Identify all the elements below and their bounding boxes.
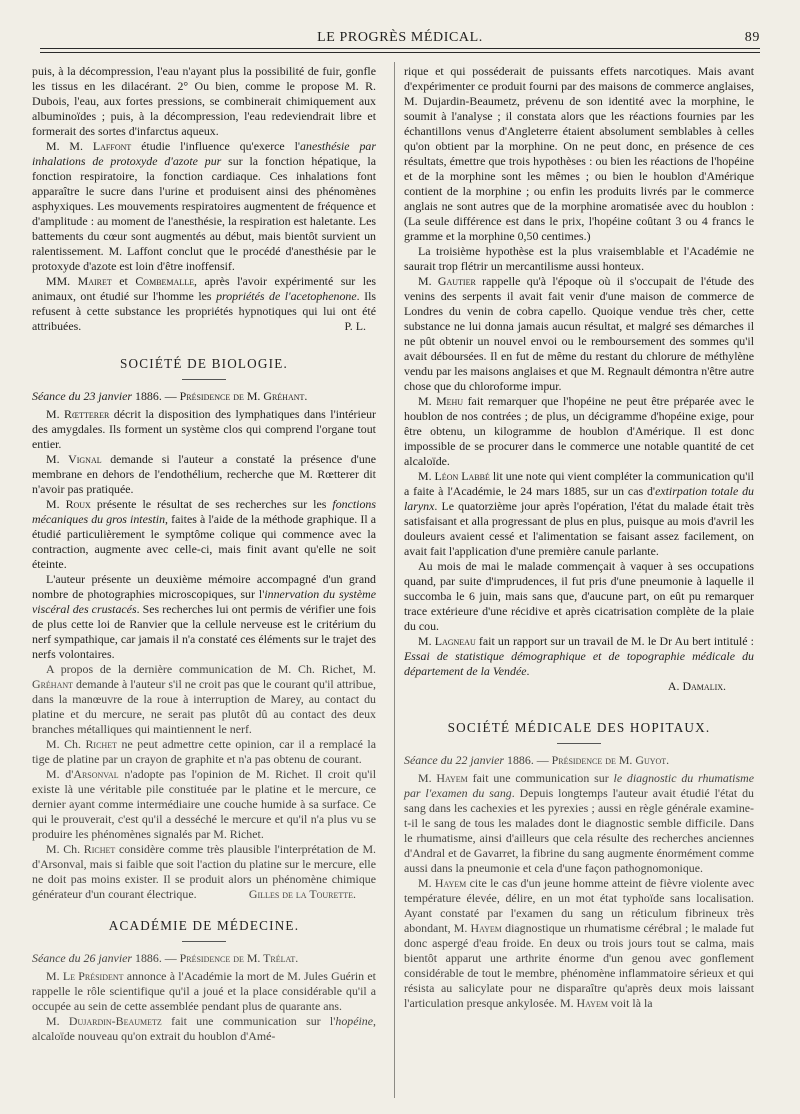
section-title-academie: ACADÉMIE DE MÉDECINE. [108, 918, 300, 933]
text: M. [46, 1014, 69, 1028]
text: étudie l'influence qu'exerce l' [131, 139, 301, 153]
text: , alcaloïde nouveau qu'on extrait du houblon d'Amé- [32, 1014, 376, 1043]
text: 1886. — [504, 753, 552, 767]
paragraph [404, 634, 754, 679]
paragraph [32, 274, 376, 334]
text: voit là la [607, 996, 653, 1010]
italic-phrase: propriétés de l'acetophenone [216, 289, 357, 303]
italic-phrase: hopéine [335, 1014, 374, 1028]
paragraph [32, 1014, 376, 1044]
paragraph [404, 876, 754, 1011]
author-name: Gréhant [32, 677, 74, 691]
text: fait un rapport sur un travail de M. le Dr Au bert intitulé : [475, 634, 754, 648]
seance-date: Séance du 23 janvier [32, 389, 133, 403]
presidence: Présidence de M. Gréhant. [179, 389, 308, 403]
text: M. Ch. [46, 737, 86, 751]
text: MM. [46, 274, 78, 288]
signature: A. Damalix. [667, 679, 726, 693]
header-rule-thick [40, 48, 760, 49]
signature: P. L. [344, 319, 366, 333]
text: 1886. — [132, 389, 180, 403]
text: M. [46, 497, 66, 511]
text: . [526, 664, 530, 678]
text: M. [418, 771, 437, 785]
italic-phrase: extirpation totale du larynx [404, 484, 754, 513]
text: cite le cas d'un jeune homme atteint de fièvre violente avec température élevée, délire, en un mot état typhoïde sans localisation. Ayant constaté par l'examen du sang un réticulum fibrineux très abondant, M. [404, 876, 754, 935]
paragraph [32, 139, 376, 274]
paragraph: Au mois de mai le malade commençait à vaquer à ses occupations quand, par suite d'imprudences, il fut pris d'une pneumonie à laquelle il succomba le 6 juin, mais sans que, d'aucune part, on eût pu remarquer trace extérieure d'une récidive et après cicatrisation complète de la plaie du cou. [404, 559, 754, 633]
text: considère comme très plausible l'interprétation de M. d'Arsonval, mais si faible que soit l'action du platine sur le mercure, elle ne doit pas moins exister. Il se produit alors un phénomène chimique générateur d'un courant électrique. [32, 842, 377, 901]
paragraph: puis, à la décompression, l'eau n'ayant plus la possibilité de fuir, gonfle les tissus en les dilacérant. 2° Ou bien, comme le propose M. R. Dubois, l'eau, aux fortes pressions, se combinerait chimiquement aux albuminoïdes ; puis, à la décompression, l'eau redeviendrait libre et formerait des sortes d'infarctus aqueux. [32, 64, 376, 138]
text: . Ses recherches lui ont permis de vérifier une fois de plus cette loi de Ranvier que la cellule nerveuse est le critérium du nerf sympathique, car jamais il n'a constaté ces éléments sur le trajet des nerfs volontaires. [32, 602, 376, 661]
text: présente le résultat de ses recherches sur les [90, 497, 333, 511]
text: M. M. [46, 139, 93, 153]
text: M. Ch. [46, 842, 84, 856]
author-name: Léon Labbé [434, 469, 490, 483]
paragraph [32, 662, 376, 737]
author-name: Mehu [436, 394, 464, 408]
text: M. [418, 469, 435, 483]
author-name: Vignal [68, 452, 102, 466]
italic-phrase: Essai de statistique démographique et de topographie médicale du département de la Vendée [404, 649, 754, 678]
author-name: Richet [85, 737, 117, 751]
right-column [404, 64, 754, 1011]
paragraph [32, 767, 376, 842]
section-rule [182, 941, 226, 942]
author-name: Hayem [470, 921, 502, 935]
paragraph [32, 842, 376, 902]
text: demande à l'auteur s'il ne croit pas que le courant qu'il attribue, dans la manœuvre de la roue à interruption de Marey, au contact du platine et du mercure, ne serait pas plutôt dû au contact des deux branches métalliques qui maintiennent le nerf. [32, 677, 376, 736]
presidence: Présidence de M. Trélat. [179, 951, 299, 965]
presidence: Présidence de M. Guyot. [551, 753, 670, 767]
text: fait une communication sur [467, 771, 614, 785]
text: 1886. — [132, 951, 180, 965]
text: M. d' [46, 767, 74, 781]
text: , faites à l'aide de la méthode graphique. Il a étudié particulièrement le symptôme colique qui commence avec la contraction, augmente avec celle-ci, mais finit avant qu'elle ne soit éteinte. [32, 512, 377, 571]
text: demande si l'auteur a constaté la présence d'une membrane en dehors de l'endothélium, recherche que M. Rœtterer dit n'avoir pas pratiquée. [32, 452, 376, 496]
left-column [32, 64, 376, 1044]
section-title-biologie: SOCIÉTÉ DE BIOLOGIE. [120, 356, 288, 371]
paragraph: rique et qui posséderait de puissants effets narcotiques. Mais avant d'expérimenter ce produit fourni par des maisons de commerce anglaises, M. Dujardin-Beaumetz, prévenu de son identité avec la morphine, le soumit à l'analyse ; il constata alors que les réactions fournies par les échantillons venus d'Angleterre étaient absolument semblables à celles qu'on obtient par la morphine. On ne peut donc, en présence de ces résultats, émettre que trois hypothèses : ou bien les réactions de l'hopéine et de la morphine sont les mêmes ; ou bien le houblon d'Amérique contient de la morphine ; ou enfin les produits livrés par le commerce anglais ne sont autres que de la morphine aromatisée avec du houblon : (La seule différence est dans le prix, l'hopéine coûtant 3 ou 4 francs le gramme et la morphine 0,50 centimes.) [404, 64, 754, 243]
author-name: Mairet [77, 274, 112, 288]
seance-line [32, 951, 376, 966]
author-name: Lagneau [434, 634, 476, 648]
paragraph [404, 469, 754, 559]
text: . Le quatorzième jour après l'opération, l'état du malade était très satisfaisant et alla progressant de plus en plus, puisque au mois d'avril les douleurs avaient cessé et l'alimentation se faisant assez facilement, on avait fait l'application d'une première canule parlante. [404, 499, 754, 558]
text: et [111, 274, 136, 288]
text: diagnostique un rhumatisme cérébral ; le malade fut donc aspergé d'eau froide. En deux ou trois jours tout se calma, mais bientôt apparut une arthrite énorme d'un genou avec gonflement considérable de tout le membre, phénomène inflammatoire sérieux et qui résista au salicylate pour ne disparaître qu'après deux mois laissant l'articulation presque ankylosée. M. [404, 921, 754, 1010]
author-name: Le Président [62, 969, 124, 983]
text: lit une note qui vient compléter la communication qu'il a faite à l'Académie, le 24 mars 1885, sur un cas d' [404, 469, 754, 498]
text: n'adopte pas l'opinion de M. Richet. Il croit qu'il existe là une véritable pile constituée par le platine et le mercure, ce dernier ayant comme intermédiaire une couche humide à sa surface. Ce qui le prouverait, c'est qu'il a desséché le mercure et qu'il n'a plus vu se produire les phénomènes signalés par M. Richet. [32, 767, 377, 841]
section-rule [557, 743, 601, 744]
text: décrit la disposition des lymphatiques dans l'intérieur des amygdales. Ils forment un système clos qui comprend l'organe tout entier. [32, 407, 376, 451]
section-rule [182, 379, 226, 380]
running-title: LE PROGRÈS MÉDICAL. [317, 30, 483, 45]
paragraph [32, 969, 376, 1014]
seance-date: Séance du 22 janvier [404, 753, 505, 767]
author-name: Rœtterer [64, 407, 110, 421]
text: M. [418, 876, 435, 890]
italic-phrase: anesthésie par inhalations de protoxyde d'azote pur [32, 139, 376, 168]
seance-date: Séance du 26 janvier [32, 951, 133, 965]
text: rappelle qu'à l'époque où il s'occupait de l'étude des venins des serpents il avait fait venir d'une maison de commerce de Londres du venin de cobra capello. Quoique vendue très cher, cette substance ne lui donna jamais aucun résultat, et malgré ses démarches il ne pût obtenir un nouvel envoi ou le remboursement des sommes qu'il avait déboursées. Il en fut de même du restant du chlorure de méthylène vendu par les maisons anglaises et que M. Regnault démontra n'être autre chose que du chloroforme impur. [404, 274, 754, 393]
author-name: Hayem [434, 876, 467, 890]
paragraph [32, 572, 376, 662]
text: M. [46, 407, 65, 421]
text: sur la fonction hépatique, la fonction respiratoire, la fonction cardiaque. Ces inhalations font apparaître le sucre dans l'urine et produisent ainsi des phénomènes asphyxiques. Les mouvements respiratoires augmentent de fréquence et d'amplitude : au moment de l'anesthésie, la respiration est haletante. Les battements du cœur sont augmentés au début, mais bientôt survient un ralentissement. M. Laffont conclut que le procédé d'anesthésie par le protoxyde d'azote est loin d'être inoffensif. [32, 154, 376, 273]
signature: Gilles de la Tourette. [248, 887, 356, 901]
author-name: Hayem [436, 771, 468, 785]
text: A propos de la dernière communication de M. Ch. Richet, M. [46, 662, 376, 676]
running-head [40, 30, 760, 46]
author-name: Laffont [92, 139, 132, 153]
text: , après l'avoir expérimenté sur les animaux, ont étudié sur l'homme les [32, 274, 376, 303]
seance-line [32, 389, 376, 404]
text: annonce à l'Académie la mort de M. Jules Guérin et rappelle le rôle scientifique qu'il a joué et la place considérable qu'il a occupée au sein de cette assemblée pendant plus de quarante ans. [32, 969, 376, 1013]
text: . Ils refusent à cette substance les propriétés hypnotiques qui lui ont été attribuées. [32, 289, 376, 333]
text: M. [418, 394, 437, 408]
text: fait remarquer que l'hopéine ne peut être préparée avec le houblon de nos contrées ; de plus, un décigramme d'hopéine exige, pour être obtenu, un kilogramme de houblon d'Amérique. Il est donc impossible de se procurer dans le commerce une notable quantité de cet alcaloïde. [404, 394, 754, 468]
author-name: Roux [65, 497, 91, 511]
italic-phrase: fonctions mécaniques du gros intestin [32, 497, 376, 526]
text: M. [418, 274, 438, 288]
text: L'auteur présente un deuxième mémoire accompagné d'un grand nombre de photographies microscopiques, sur l' [32, 572, 376, 601]
italic-phrase: innervation du système viscéral des crustacés [32, 587, 376, 616]
text: M. [46, 969, 63, 983]
text: ne peut admettre cette opinion, car il a remplacé la tige de platine par un crayon de graphite et n'a pas obtenu de courant. [32, 737, 376, 766]
text: fait une communication sur l' [161, 1014, 336, 1028]
paragraph [32, 452, 376, 497]
author-name: Dujardin-Beaumetz [68, 1014, 162, 1028]
paragraph [32, 407, 376, 452]
paragraph [404, 771, 754, 876]
section-title-hopitaux: SOCIÉTÉ MÉDICALE DES HOPITAUX. [447, 720, 711, 735]
text: M. [418, 634, 435, 648]
author-name: Combemalle [135, 274, 194, 288]
paragraph [32, 737, 376, 767]
column-divider [394, 62, 395, 1098]
paragraph: La troisième hypothèse est la plus vraisemblable et l'Académie ne saurait trop flétrir un mercantilisme aussi honteux. [404, 244, 754, 273]
paragraph [404, 274, 754, 394]
paragraph [32, 497, 376, 572]
paragraph [404, 394, 754, 469]
seance-line [404, 753, 754, 768]
text: M. [46, 452, 69, 466]
author-name: Arsonval [73, 767, 119, 781]
text: . Depuis longtemps l'auteur avait étudié l'état du sang dans les cachexies et les pyrexies ; aussi en règle générale examine-t-il le sang de tous les malades dont le diagnostic semble difficile. Dans le rhumatisme, ainsi d'ailleurs que cela résulte des recherches anciennes d'Andral et de Gavarret, la fibrine du sang augmente énormément comme aussi dans la pneumonie et cela d'une façon pathognomonique. [404, 786, 754, 875]
author-name: Richet [83, 842, 116, 856]
italic-phrase: le diagnostic du rhumatisme par l'examen du sang [404, 771, 754, 800]
author-name: Hayem [576, 996, 608, 1010]
page-number: 89 [744, 30, 760, 45]
header-rule-thin [40, 52, 760, 53]
author-name: Gautier [437, 274, 476, 288]
